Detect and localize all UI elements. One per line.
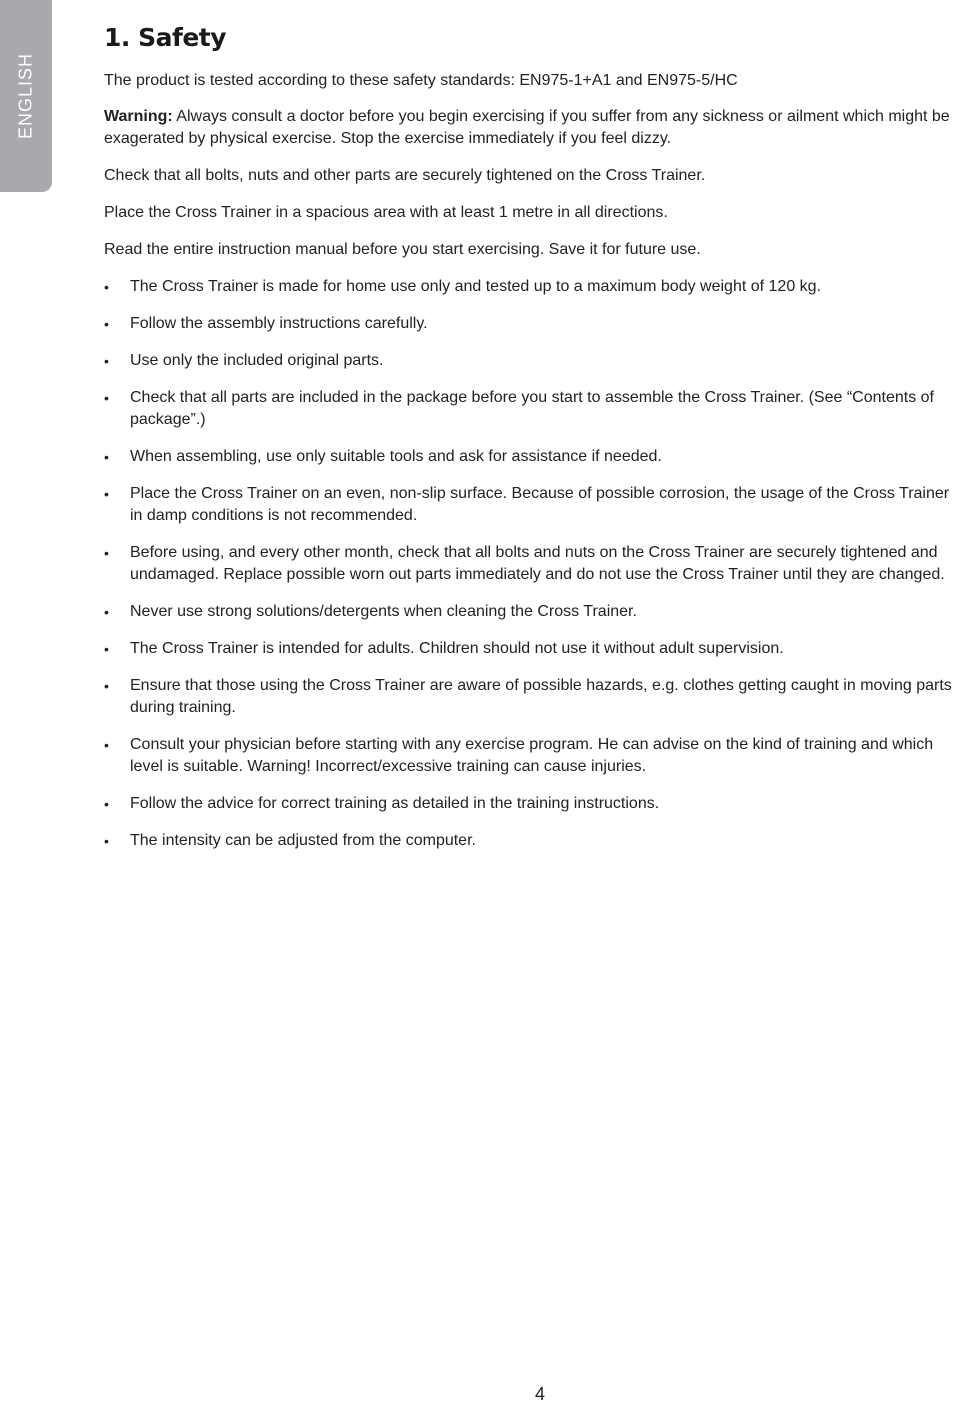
- list-item-text: When assembling, use only suitable tools and ask for assistance if needed.: [130, 448, 662, 465]
- safety-bullet-list: [104, 276, 956, 852]
- list-item-text: Follow the advice for correct training as detailed in the training instructions.: [130, 795, 660, 812]
- list-item-text: Use only the included original parts.: [130, 352, 384, 369]
- list-item: [104, 675, 956, 719]
- list-item: [104, 350, 956, 372]
- bullet-icon: •: [104, 353, 109, 369]
- list-item-text: Ensure that those using the Cross Trainer are aware of possible hazards, e.g. clothes getting caught in moving parts during training.: [130, 677, 952, 716]
- bullet-icon: •: [104, 486, 109, 502]
- list-item-text: Follow the assembly instructions carefully.: [130, 315, 428, 332]
- warning-text: Always consult a doctor before you begin exercising if you suffer from any sickness or ailment which might be exagerated by physical exercise. Stop the exercise immediately if you feel dizzy.: [104, 108, 950, 147]
- read-manual-paragraph: Read the entire instruction manual before you start exercising. Save it for future use.: [104, 241, 701, 258]
- bullet-icon: •: [104, 833, 109, 849]
- placement-paragraph: Place the Cross Trainer in a spacious area with at least 1 metre in all directions.: [104, 204, 668, 221]
- list-item: [104, 446, 956, 468]
- bullet-icon: •: [104, 316, 109, 332]
- bullet-icon: •: [104, 545, 109, 561]
- list-item: [104, 387, 956, 431]
- page-title: 1. Safety: [104, 23, 227, 52]
- list-item-text: The intensity can be adjusted from the computer.: [130, 832, 476, 849]
- bullet-icon: •: [104, 737, 109, 753]
- list-item: [104, 542, 956, 586]
- list-item: [104, 793, 956, 815]
- bullet-icon: •: [104, 796, 109, 812]
- list-item-text: Place the Cross Trainer on an even, non-slip surface. Because of possible corrosion, the usage of the Cross Trainer in damp conditions is not recommended.: [130, 485, 950, 524]
- warning-label: Warning:: [104, 108, 173, 125]
- list-item: [104, 638, 956, 660]
- check-bolts-paragraph: Check that all bolts, nuts and other parts are securely tightened on the Cross Trainer.: [104, 167, 706, 184]
- bullet-icon: •: [104, 641, 109, 657]
- bullet-icon: •: [104, 678, 109, 694]
- list-item: [104, 276, 956, 298]
- list-item-text: Before using, and every other month, check that all bolts and nuts on the Cross Trainer are securely tightened and undamaged. Replace possible worn out parts immediately and do not use the Cross Trainer until they are changed.: [130, 544, 945, 583]
- list-item: [104, 601, 956, 623]
- language-tab-label: ENGLISH: [15, 52, 36, 140]
- bullet-icon: •: [104, 449, 109, 465]
- list-item-text: Never use strong solutions/detergents when cleaning the Cross Trainer.: [130, 603, 637, 620]
- list-item: [104, 313, 956, 335]
- intro-paragraph: The product is tested according to these safety standards: EN975-1+A1 and EN975-5/HC: [104, 72, 738, 89]
- list-item: [104, 734, 956, 778]
- list-item: [104, 830, 956, 852]
- page-number: 4: [534, 1384, 545, 1404]
- list-item: [104, 483, 956, 527]
- page-content: [104, 18, 956, 867]
- bullet-icon: •: [104, 390, 109, 406]
- warning-paragraph: [104, 106, 956, 150]
- list-item-text: The Cross Trainer is intended for adults. Children should not use it without adult supervision.: [130, 640, 784, 657]
- language-side-tab: [0, 0, 52, 192]
- bullet-icon: •: [104, 279, 109, 295]
- list-item-text: Consult your physician before starting with any exercise program. He can advise on the kind of training and which level is suitable. Warning! Incorrect/excessive training can cause injuries.: [130, 736, 934, 775]
- list-item-text: Check that all parts are included in the package before you start to assemble the Cross Trainer. (See “Contents of package”.): [130, 389, 934, 428]
- bullet-icon: •: [104, 604, 109, 620]
- list-item-text: The Cross Trainer is made for home use only and tested up to a maximum body weight of 120 kg.: [130, 278, 822, 295]
